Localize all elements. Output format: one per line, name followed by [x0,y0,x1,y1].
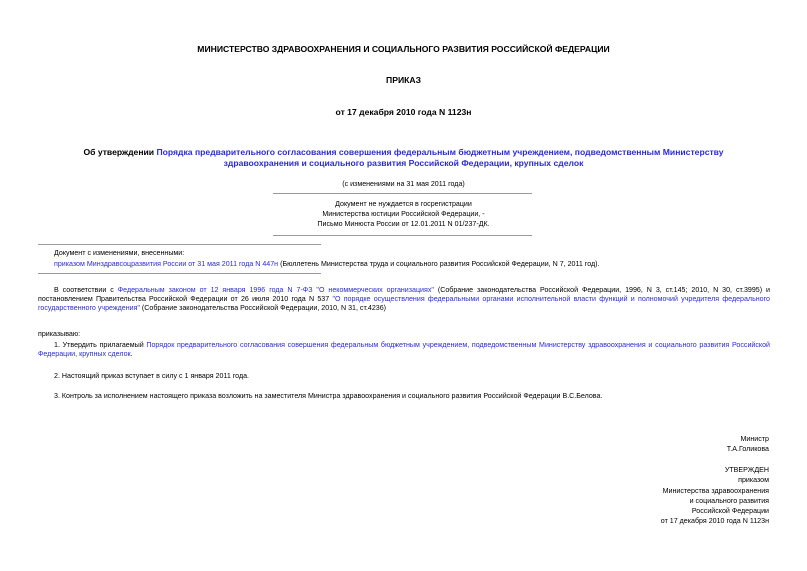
title-link-procedure[interactable]: Порядка предварительного согласования совершения федеральным бюджетным учреждением, подведомственным Министерству [156,147,724,157]
ministry-heading: МИНИСТЕРСТВО ЗДРАВООХРАНЕНИЯ И СОЦИАЛЬНОГО РАЗВИТИЯ РОССИЙСКОЙ ФЕДЕРАЦИИ [197,44,610,54]
government-decree-link[interactable]: "О порядке осуществления федеральными органами исполнительной власти функций и полномочий учредителя федерального государственного учреждения" [38,295,771,313]
preamble-text: В соответствии с [54,286,118,294]
approval-line: Российской Федерации [691,507,769,516]
order-date: от 17 декабря 2010 года N 1123н [335,107,472,117]
approval-line: и социального развития [689,496,769,505]
signer-role: Министр [740,435,769,443]
procedure-link[interactable]: Порядок предварительного согласования совершения федеральным бюджетным учреждением, подведомственным Министерству здравоохранения и социального развития Российской Федерации, крупных сделок [38,341,771,359]
signer-name: Т.А.Голикова [726,445,769,454]
item-text: . [130,350,133,359]
order-verb: приказываю: [38,330,81,338]
divider [273,193,532,194]
approval-line: приказом [738,476,769,485]
item-text: 1. Утвердить прилагаемый [54,341,147,349]
registration-line: Письмо Минюста России от 12.01.2011 N 01/237-ДК. [317,220,490,229]
title-link-procedure-cont[interactable]: здравоохранения и социального развития Российской Федерации, крупных сделок [223,158,584,168]
approval-block [661,465,769,527]
approval-line: от 17 декабря 2010 года N 1123н [660,517,769,526]
order-heading: ПРИКАЗ [386,75,421,85]
approval-line: УТВЕРЖДЕН [724,466,769,474]
registration-line: Министерства юстиции Российской Федерации, - [322,210,485,219]
preamble-text: (Собрание законодательства Российской Федерации, 2010, N 31, ст.4236) [139,304,387,313]
registration-note [0,199,807,230]
approval-line: Министерства здравоохранения [662,486,769,495]
changes-heading: Документ с изменениями, внесенными: [54,249,185,257]
divider [38,244,321,245]
title-prefix: Об утверждении [83,147,157,157]
changes-entry [54,260,600,269]
federal-law-link[interactable]: Федеральным законом от 12 января 1996 года N 7-ФЗ "О некоммерческих организациях" [117,286,434,294]
preamble-paragraph [38,286,770,314]
order-item-1 [38,341,770,359]
divider [38,273,321,274]
amendment-note: (с изменениями на 31 мая 2011 года) [342,180,465,188]
order-item-3: 3. Контроль за исполнением настоящего приказа возложить на заместителя Министра здравоохранения и социального развития Российской Федерации В.С.Белова. [54,392,603,400]
signature-block [727,434,769,455]
document-title [0,147,807,169]
divider [273,235,532,236]
preamble-text: (Собрание законодательства Российской Федерации, 1996, N 3, ст.145; 2010, N 30, ст.3995) и постановлением Правительства Российской Федерации от 26 июля 2010 года N 537 [38,286,770,304]
changes-link[interactable]: приказом Минздравсоцразвития России от 31 мая 2011 года N 447н [54,260,279,268]
changes-source: (Бюллетень Министерства труда и социального развития Российской Федерации, N 7, 2011 год). [278,260,600,268]
registration-line: Документ не нуждается в госрегистрации [335,200,472,208]
order-item-2: 2. Настоящий приказ вступает в силу с 1 января 2011 года. [54,372,250,380]
